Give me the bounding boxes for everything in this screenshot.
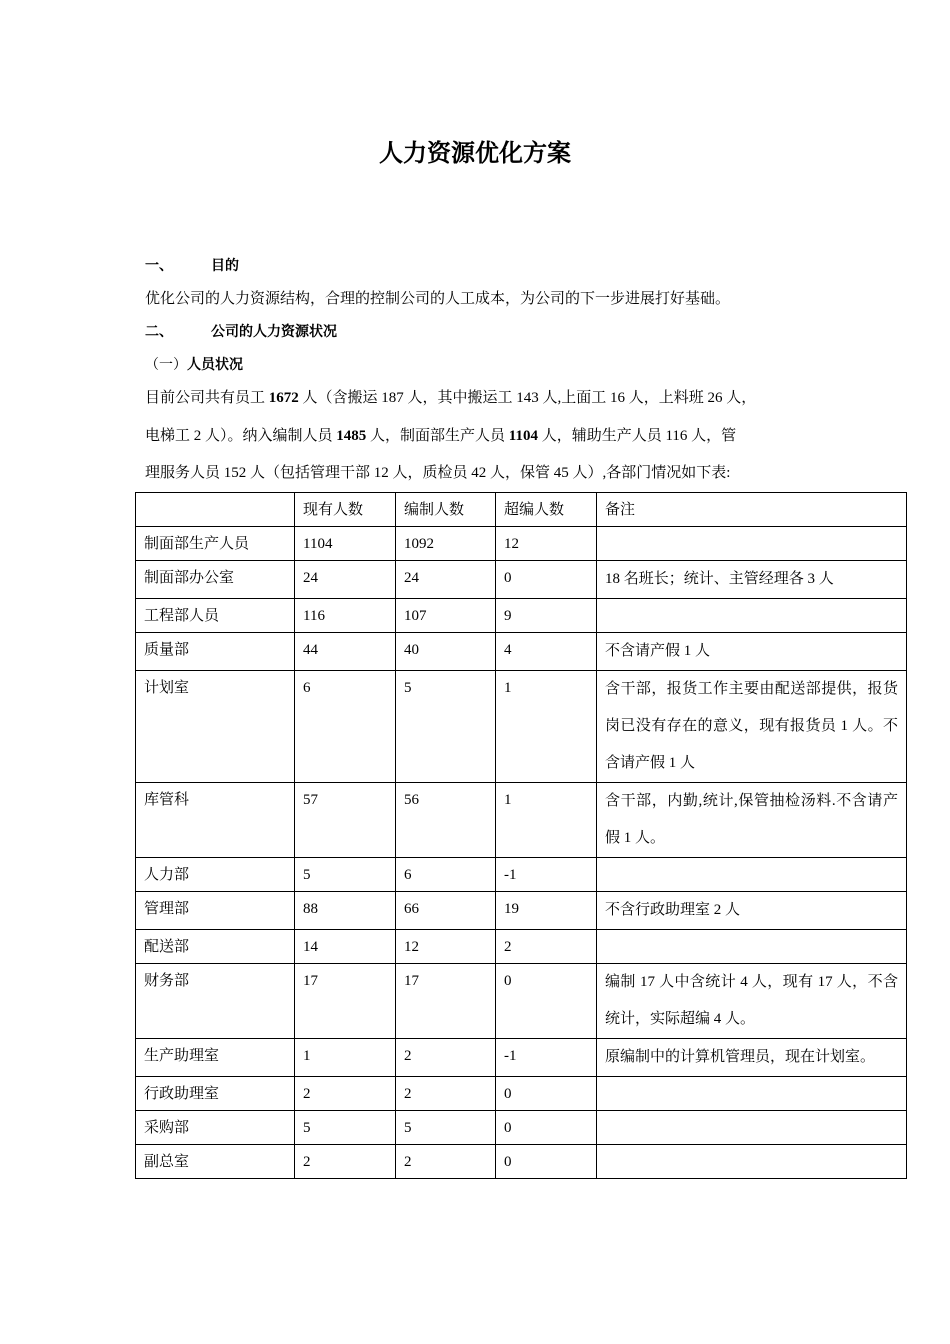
note-cell [597,599,907,633]
table-row [136,599,907,633]
page-title: 人力资源优化方案 [379,139,571,167]
staff-paragraph-line-1 [145,386,756,407]
count-cell: 1 [496,783,597,858]
count-cell: 4 [496,633,597,671]
table-row [136,858,907,892]
department-name-cell: 副总室 [136,1145,295,1179]
department-name-cell: 配送部 [136,930,295,964]
section-title: 目的 [211,258,239,274]
subsection-title: 人员状况 [187,357,243,373]
count-cell: 1 [295,1039,396,1077]
count-cell: 88 [295,892,396,930]
table-row [136,1145,907,1179]
table-row [136,527,907,561]
subsection-number: （一） [145,357,187,373]
section-title: 公司的人力资源状况 [211,324,337,340]
department-name-cell: 行政助理室 [136,1077,295,1111]
count-cell: 0 [496,1077,597,1111]
section-number: 一、 [145,258,173,274]
count-cell: 12 [496,527,597,561]
table-row [136,561,907,599]
staff-paragraph-line-2 [145,424,736,445]
count-cell: 19 [496,892,597,930]
note-cell: 18 名班长；统计、主管经理各 3 人 [597,561,907,599]
text-span: 电梯工 2 人）。纳入编制人员 [145,428,337,444]
text-span: 人（含搬运 187 人，其中搬运工 143 人,上面工 16 人，上料班 26 人， [298,390,757,406]
note-cell: 含干部，报货工作主要由配送部提供，报货岗已没有存在的意义，现有报货员 1 人。不含请产假 1 人 [597,671,907,783]
table-row [136,633,907,671]
department-name-cell: 采购部 [136,1111,295,1145]
count-cell: 2 [295,1077,396,1111]
production-count: 1104 [508,428,538,444]
table-row [136,964,907,1039]
department-name-cell: 计划室 [136,671,295,783]
staff-paragraph-line-3: 理服务人员 152 人（包括管理干部 12 人，质检员 42 人，保管 45 人）,各部门情况如下表: [145,465,731,481]
text-span: 人，辅助生产人员 116 人，管 [537,428,737,444]
count-cell: 17 [396,964,496,1039]
count-cell: 44 [295,633,396,671]
count-cell: 0 [496,561,597,599]
table-header-cell: 编制人数 [396,493,496,527]
purpose-paragraph: 优化公司的人力资源结构，合理的控制公司的人工成本，为公司的下一步进展打好基础。 [145,291,731,307]
department-name-cell: 人力部 [136,858,295,892]
count-cell: -1 [496,858,597,892]
count-cell: 2 [396,1039,496,1077]
text-span: 目前公司共有员工 [145,390,269,406]
section-heading-purpose [145,255,239,275]
section-heading-status [145,321,337,341]
department-name-cell: 财务部 [136,964,295,1039]
department-staff-table [135,492,907,1179]
note-cell: 原编制中的计算机管理员，现在计划室。 [597,1039,907,1077]
note-cell [597,1077,907,1111]
count-cell: 0 [496,1145,597,1179]
count-cell: 116 [295,599,396,633]
table-header-cell: 超编人数 [496,493,597,527]
count-cell: 2 [396,1145,496,1179]
table-row [136,1111,907,1145]
count-cell: 5 [396,1111,496,1145]
count-cell: 56 [396,783,496,858]
count-cell: 9 [496,599,597,633]
note-cell: 不含行政助理室 2 人 [597,892,907,930]
count-cell: 0 [496,964,597,1039]
count-cell: 1092 [396,527,496,561]
department-name-cell: 质量部 [136,633,295,671]
department-name-cell: 工程部人员 [136,599,295,633]
count-cell: 40 [396,633,496,671]
department-name-cell: 库管科 [136,783,295,858]
table-row [136,783,907,858]
table-header-cell [136,493,295,527]
count-cell: 66 [396,892,496,930]
table-row [136,1039,907,1077]
count-cell: 1 [496,671,597,783]
note-cell: 不含请产假 1 人 [597,633,907,671]
note-cell [597,930,907,964]
count-cell: 17 [295,964,396,1039]
count-cell: 2 [496,930,597,964]
count-cell: 0 [496,1111,597,1145]
table-header-row [136,493,907,527]
count-cell: 14 [295,930,396,964]
count-cell: 5 [295,1111,396,1145]
table-row [136,930,907,964]
count-cell: 24 [396,561,496,599]
table-row [136,892,907,930]
note-cell: 含干部，内勤,统计,保管抽检汤料.不含请产假 1 人。 [597,783,907,858]
count-cell: 6 [295,671,396,783]
count-cell: 5 [396,671,496,783]
count-cell: -1 [496,1039,597,1077]
count-cell: 2 [396,1077,496,1111]
department-name-cell: 制面部办公室 [136,561,295,599]
note-cell: 编制 17 人中含统计 4 人，现有 17 人，不含统计，实际超编 4 人。 [597,964,907,1039]
total-staff-count: 1672 [268,390,299,406]
note-cell [597,527,907,561]
count-cell: 12 [396,930,496,964]
count-cell: 107 [396,599,496,633]
count-cell: 24 [295,561,396,599]
subsection-heading-staff [145,354,243,374]
department-name-cell: 生产助理室 [136,1039,295,1077]
department-name-cell: 管理部 [136,892,295,930]
department-name-cell: 制面部生产人员 [136,527,295,561]
note-cell [597,1111,907,1145]
text-span: 人，制面部生产人员 [366,428,509,444]
staffed-count: 1485 [336,428,367,444]
table-row [136,671,907,783]
count-cell: 1104 [295,527,396,561]
section-number: 二、 [145,324,173,340]
count-cell: 5 [295,858,396,892]
count-cell: 6 [396,858,496,892]
note-cell [597,858,907,892]
note-cell [597,1145,907,1179]
table-header-cell: 现有人数 [295,493,396,527]
count-cell: 57 [295,783,396,858]
table-row [136,1077,907,1111]
count-cell: 2 [295,1145,396,1179]
table-header-cell: 备注 [597,493,907,527]
